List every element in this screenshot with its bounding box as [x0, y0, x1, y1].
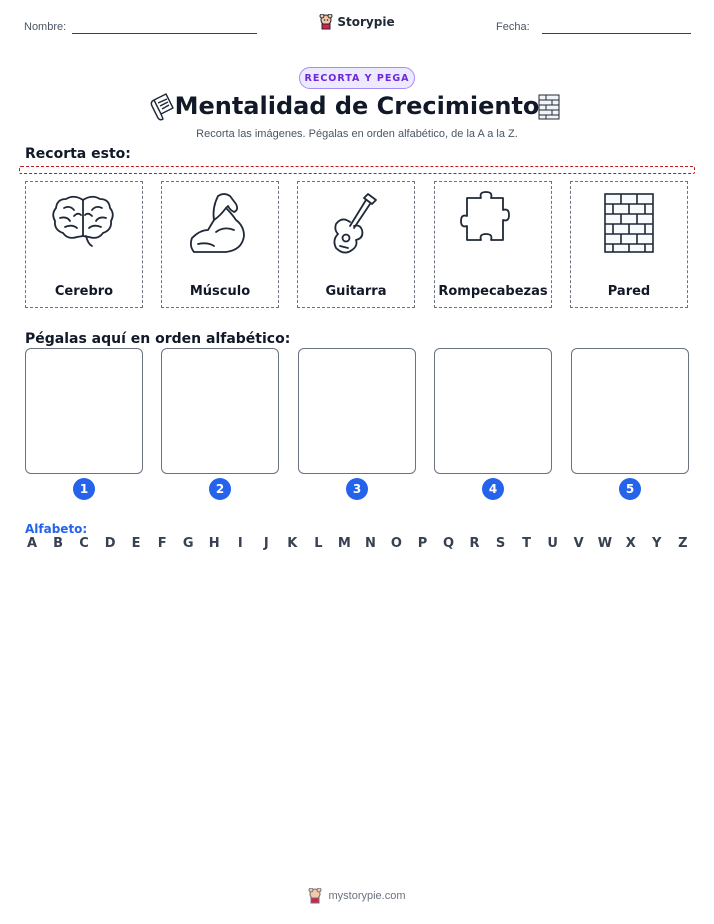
guitar-icon: [322, 190, 388, 260]
alphabet-letter: L: [314, 536, 323, 551]
alphabet-letter: Y: [652, 536, 662, 551]
paste-number-5: 5: [619, 478, 641, 500]
alphabet-letter: M: [337, 536, 351, 551]
alphabet-letter: Q: [442, 536, 455, 551]
date-label: Fecha:: [496, 21, 530, 33]
date-line[interactable]: [542, 33, 691, 34]
alphabet-letter: J: [263, 536, 269, 551]
storypie-mascot-icon: [308, 888, 322, 904]
alphabet-letter: N: [364, 536, 376, 551]
brick-wall-icon: [595, 190, 661, 256]
brand-logo: [0, 14, 714, 30]
card-label-cerebro: Cerebro: [54, 284, 114, 299]
cutout-card-guitarra[interactable]: [297, 181, 415, 308]
cutout-card-pared[interactable]: [570, 181, 688, 308]
brand-name: Storypie: [337, 15, 395, 29]
alphabet-letter: U: [547, 536, 558, 551]
name-line[interactable]: [72, 33, 257, 34]
cut-section-label: Recorta esto:: [25, 146, 131, 162]
alphabet-letter: F: [157, 536, 167, 551]
alphabet-row: [25, 536, 690, 551]
paste-number-3: 3: [346, 478, 368, 500]
alphabet-letter: C: [79, 536, 89, 551]
cutout-card-musculo[interactable]: [161, 181, 279, 308]
storypie-mascot-icon: [319, 14, 333, 30]
card-label-guitarra: Guitarra: [325, 284, 387, 299]
puzzle-piece-icon: [459, 190, 525, 250]
alphabet-letter: G: [182, 536, 194, 551]
alphabet-letter: A: [26, 536, 38, 551]
alphabet-letter: W: [597, 536, 613, 551]
cut-line: [19, 166, 695, 174]
alphabet-letter: K: [287, 536, 298, 551]
paste-box-5[interactable]: [571, 348, 689, 474]
card-label-pared: Pared: [607, 284, 651, 299]
footer-url[interactable]: mystorypie.com: [328, 890, 406, 902]
alphabet-letter: O: [390, 536, 402, 551]
page-title: Mentalidad de Crecimiento: [174, 92, 540, 120]
paste-box-3[interactable]: [298, 348, 416, 474]
alphabet-label: Alfabeto:: [25, 522, 88, 536]
paste-number-2: 2: [209, 478, 231, 500]
alphabet-letter: S: [495, 536, 506, 551]
alphabet-letter: B: [53, 536, 63, 551]
instructions: Recorta las imágenes. Pégalas en orden alfabético, de la A a la Z.: [196, 128, 518, 140]
paste-box-4[interactable]: [434, 348, 552, 474]
footer: [0, 888, 714, 904]
paste-box-2[interactable]: [161, 348, 279, 474]
paste-box-1[interactable]: [25, 348, 143, 474]
alphabet-letter: E: [131, 536, 141, 551]
cutout-card-rompecabezas[interactable]: [434, 181, 552, 308]
paste-number-4: 4: [482, 478, 504, 500]
brain-icon: [50, 190, 116, 250]
alphabet-letter: D: [104, 536, 116, 551]
alphabet-letter: V: [573, 536, 584, 551]
alphabet-letter: H: [208, 536, 220, 551]
alphabet-letter: Z: [678, 536, 688, 551]
alphabet-letter: I: [237, 536, 243, 551]
card-label-rompecabezas: Rompecabezas: [438, 284, 548, 299]
cutout-card-cerebro[interactable]: [25, 181, 143, 308]
activity-badge: RECORTA Y PEGA: [299, 67, 415, 89]
paste-number-1: 1: [73, 478, 95, 500]
alphabet-letter: T: [522, 536, 532, 551]
alphabet-letter: R: [469, 536, 480, 551]
flexed-arm-icon: [186, 190, 252, 258]
alphabet-letter: X: [625, 536, 636, 551]
alphabet-letter: P: [417, 536, 428, 551]
name-label: Nombre:: [24, 21, 67, 33]
card-label-musculo: Músculo: [189, 284, 251, 299]
small-wall-icon: [538, 94, 560, 120]
paste-section-label: Pégalas aquí en orden alfabético:: [25, 331, 291, 347]
